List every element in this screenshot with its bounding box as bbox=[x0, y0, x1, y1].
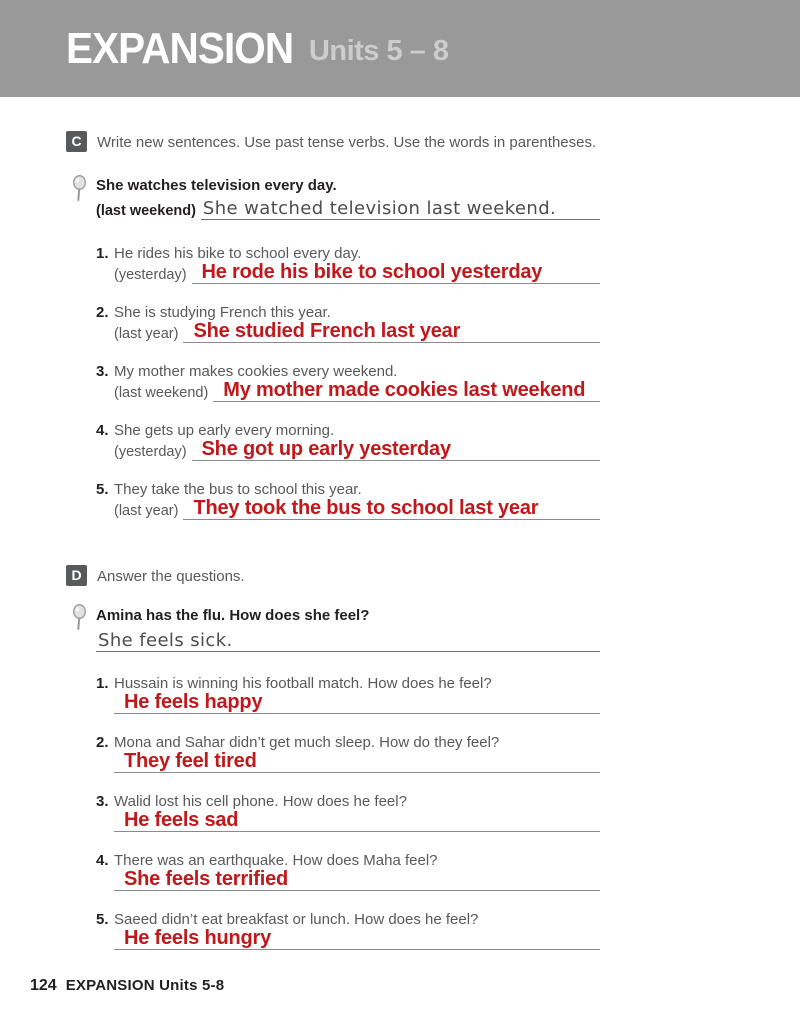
answer-line bbox=[114, 869, 600, 891]
item-number: 4. bbox=[96, 422, 109, 439]
answer-line bbox=[114, 692, 600, 714]
red-answer: He feels sad bbox=[124, 809, 239, 831]
section-c-example bbox=[96, 176, 600, 220]
item-cue: (last year) bbox=[114, 503, 179, 519]
item-prompt: My mother makes cookies every weekend. bbox=[114, 363, 398, 380]
answer-line bbox=[114, 928, 600, 950]
footer-label: EXPANSION Units 5-8 bbox=[65, 977, 225, 994]
page-banner bbox=[0, 0, 800, 97]
d-item-1 bbox=[96, 674, 600, 714]
answer-line bbox=[192, 262, 600, 284]
item-answer-row bbox=[114, 750, 600, 773]
item-number: 3. bbox=[96, 363, 109, 380]
item-prompt: He rides his bike to school every day. bbox=[114, 245, 362, 262]
item-cue: (last weekend) bbox=[114, 385, 209, 401]
item-number: 2. bbox=[96, 304, 109, 321]
red-answer: They took the bus to school last year bbox=[193, 497, 539, 519]
item-answer-row bbox=[114, 497, 600, 520]
answer-line bbox=[114, 751, 600, 773]
page-number: 124 bbox=[30, 977, 57, 994]
page-footer bbox=[30, 977, 224, 995]
section-c-header bbox=[66, 131, 596, 152]
example-prompt: Amina has the flu. How does she feel? bbox=[96, 607, 370, 624]
red-answer: He rode his bike to school yesterday bbox=[201, 261, 543, 283]
item-prompt: Saeed didn’t eat breakfast or lunch. How does he feel? bbox=[114, 911, 479, 928]
item-cue: (yesterday) bbox=[114, 444, 187, 460]
item-answer-row bbox=[114, 261, 600, 284]
page-subtitle: Units 5 – 8 bbox=[308, 35, 449, 67]
item-answer-row bbox=[114, 868, 600, 891]
c-item-2 bbox=[96, 303, 600, 343]
d-item-3 bbox=[96, 792, 600, 832]
item-number: 1. bbox=[96, 675, 109, 692]
c-item-5 bbox=[96, 480, 600, 520]
item-prompt: Hussain is winning his football match. How does he feel? bbox=[114, 675, 492, 692]
answer-line bbox=[201, 198, 600, 220]
red-answer: She studied French last year bbox=[193, 320, 461, 342]
item-number: 5. bbox=[96, 481, 109, 498]
answer-line bbox=[213, 380, 600, 402]
d-item-5 bbox=[96, 910, 600, 950]
item-answer-row bbox=[114, 379, 600, 402]
answer-line bbox=[114, 810, 600, 832]
item-prompt: There was an earthquake. How does Maha feel? bbox=[114, 852, 438, 869]
red-answer: She feels terrified bbox=[124, 868, 289, 890]
red-answer: She got up early yesterday bbox=[201, 438, 451, 460]
handwritten-answer: She feels sick. bbox=[98, 630, 233, 651]
c-item-1 bbox=[96, 244, 600, 284]
example-answer-row bbox=[96, 198, 600, 220]
example-answer-row bbox=[96, 630, 600, 652]
red-answer: My mother made cookies last weekend bbox=[223, 379, 586, 401]
d-item-4 bbox=[96, 851, 600, 891]
c-item-3 bbox=[96, 362, 600, 402]
section-d-instruction: Answer the questions. bbox=[97, 568, 245, 585]
answer-line bbox=[183, 321, 600, 343]
d-item-2 bbox=[96, 733, 600, 773]
item-answer-row bbox=[114, 809, 600, 832]
item-number: 3. bbox=[96, 793, 109, 810]
item-number: 5. bbox=[96, 911, 109, 928]
example-cue: (last weekend) bbox=[96, 203, 196, 219]
item-number: 1. bbox=[96, 245, 109, 262]
section-d-header bbox=[66, 565, 245, 586]
item-cue: (yesterday) bbox=[114, 267, 187, 283]
item-prompt: Mona and Sahar didn’t get much sleep. How do they feel? bbox=[114, 734, 500, 751]
handwritten-answer: She watched television last weekend. bbox=[202, 198, 557, 219]
item-answer-row bbox=[114, 438, 600, 461]
section-c-badge: C bbox=[66, 131, 87, 152]
item-answer-row bbox=[114, 927, 600, 950]
section-d-badge: D bbox=[66, 565, 87, 586]
answer-line bbox=[192, 439, 600, 461]
answer-line bbox=[183, 498, 600, 520]
page-title: EXPANSION bbox=[66, 23, 294, 73]
pushpin-icon bbox=[71, 175, 87, 201]
item-number: 4. bbox=[96, 852, 109, 869]
item-number: 2. bbox=[96, 734, 109, 751]
item-answer-row bbox=[114, 320, 600, 343]
red-answer: They feel tired bbox=[124, 750, 257, 772]
red-answer: He feels hungry bbox=[124, 927, 272, 949]
item-prompt: She is studying French this year. bbox=[114, 304, 331, 321]
item-answer-row bbox=[114, 691, 600, 714]
answer-line bbox=[96, 630, 600, 652]
c-item-4 bbox=[96, 421, 600, 461]
section-d-example bbox=[96, 606, 600, 652]
section-c-instruction: Write new sentences. Use past tense verbs. Use the words in parentheses. bbox=[97, 134, 597, 151]
item-prompt: They take the bus to school this year. bbox=[114, 481, 362, 498]
pushpin-icon bbox=[71, 604, 87, 630]
item-cue: (last year) bbox=[114, 326, 179, 342]
item-prompt: She gets up early every morning. bbox=[114, 422, 335, 439]
example-prompt: She watches television every day. bbox=[96, 177, 337, 194]
red-answer: He feels happy bbox=[124, 691, 263, 713]
item-prompt: Walid lost his cell phone. How does he feel? bbox=[114, 793, 407, 810]
